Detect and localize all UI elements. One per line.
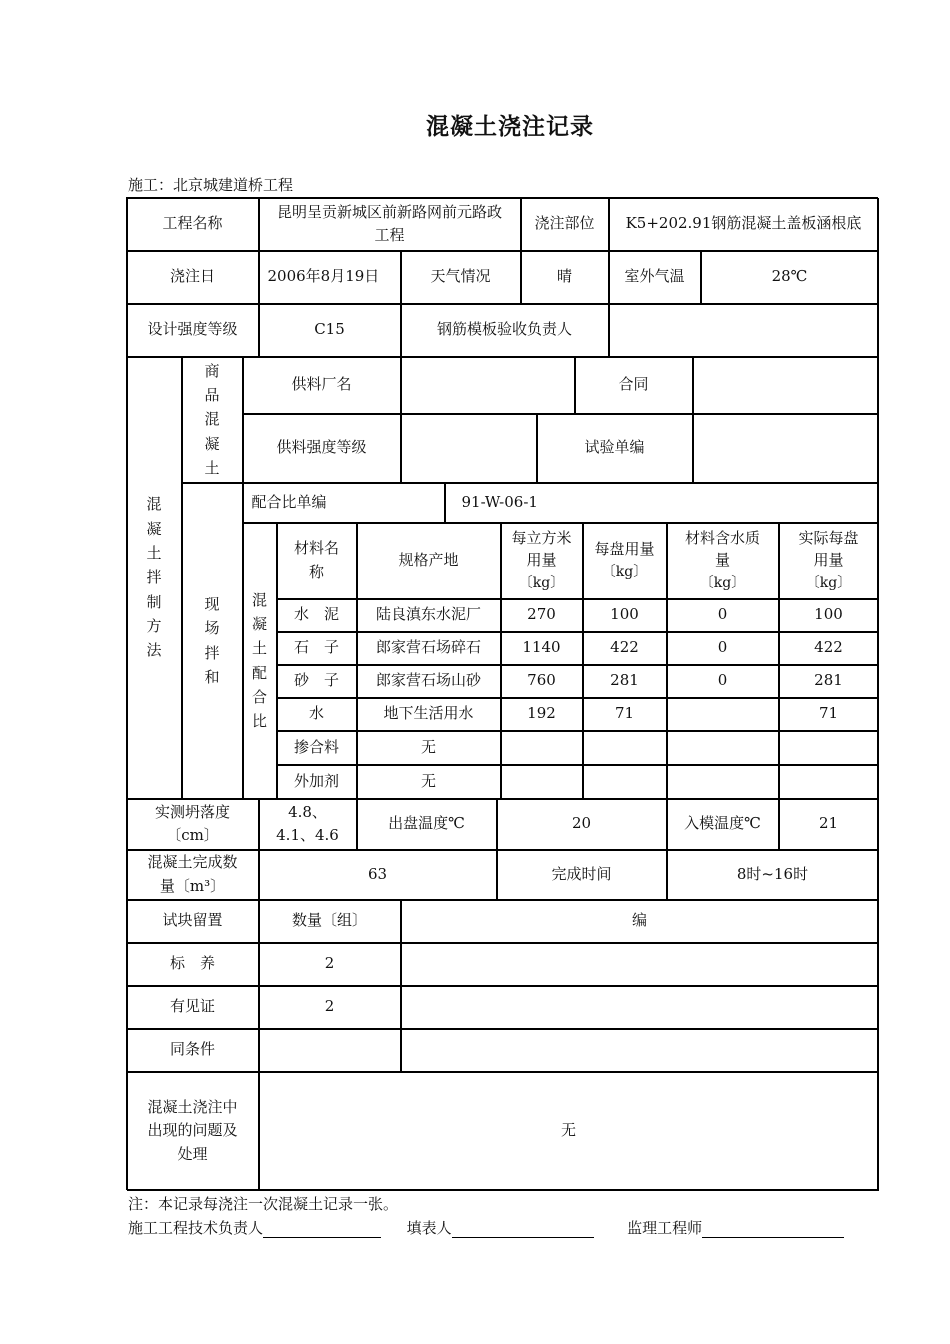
inspector-label: 钢筋模板验收负责人: [401, 304, 609, 357]
material-row-per-m3: 192: [501, 698, 583, 731]
mixing-method-label: 混凝土拌制方法: [127, 357, 182, 799]
specimen-label: 试块留置: [127, 900, 259, 943]
material-row-material: 石 子: [277, 632, 357, 665]
material-row-material: 外加剂: [277, 765, 357, 799]
filler-signature-line[interactable]: [452, 1221, 594, 1238]
material-row-spec: 地下生活用水: [357, 698, 501, 731]
header-spec: 规格产地: [357, 523, 501, 599]
material-row-moisture: [667, 698, 779, 731]
specimen-row-name: 有见证: [127, 986, 259, 1029]
page-title: 混凝土浇注记录: [426, 113, 594, 140]
header-actual: 实际每盘用量 〔kg〕: [779, 523, 879, 599]
mold-temp-label: 入模温度℃: [667, 799, 779, 850]
specimen-row-name: 同条件: [127, 1029, 259, 1072]
material-row-moisture: 0: [667, 632, 779, 665]
mold-temp-value: 21: [779, 799, 879, 850]
material-row-material: 水: [277, 698, 357, 731]
supervisor-signature-line[interactable]: [702, 1221, 844, 1238]
footer-note: 注：本记录每浇注一次混凝土记录一张。: [128, 1195, 399, 1213]
onsite-mixing-label: 现场拌和: [182, 483, 243, 799]
specimen-row-code: [401, 986, 879, 1029]
outdoor-temp-label: 室外气温: [609, 251, 701, 304]
material-row-per-batch: [583, 765, 667, 799]
material-row-spec: 无: [357, 765, 501, 799]
material-row-material: 掺合料: [277, 731, 357, 765]
header-moisture: 材料含水质量 〔kg〕: [667, 523, 779, 599]
mix-no-value: 91-W-06-1: [445, 483, 879, 523]
material-row-spec: 郎家营石场山砂: [357, 665, 501, 698]
inspector-value: [609, 304, 879, 357]
pour-date-value: 2006年8月19日: [259, 251, 401, 304]
issues-value: 无: [259, 1072, 879, 1191]
supply-grade-value: [401, 414, 537, 483]
specimen-code-label: 编: [401, 900, 879, 943]
tech-lead-label: 施工工程技术负责人: [128, 1219, 264, 1237]
project-name-label: 工程名称: [127, 198, 259, 251]
specimen-row-count: 2: [259, 943, 401, 986]
design-grade-label: 设计强度等级: [127, 304, 259, 357]
test-no-value: [693, 414, 879, 483]
footer-signatures: [128, 1217, 844, 1238]
material-row-per-m3: 760: [501, 665, 583, 698]
material-row-per-m3: 270: [501, 599, 583, 632]
pour-part-value: K5+202.91钢筋混凝土盖板涵根底: [609, 198, 879, 251]
material-row-per-batch: 422: [583, 632, 667, 665]
specimen-row-name: 标 养: [127, 943, 259, 986]
material-row-moisture: 0: [667, 599, 779, 632]
weather-label: 天气情况: [401, 251, 521, 304]
supplier-value: [401, 357, 575, 414]
slump-label: 实测坍落度〔cm〕: [127, 799, 259, 850]
out-temp-value: 20: [497, 799, 667, 850]
supplier-label: 供料厂名: [243, 357, 401, 414]
test-no-label: 试验单编: [537, 414, 693, 483]
material-row-actual: 281: [779, 665, 879, 698]
tech-lead-signature-line[interactable]: [263, 1221, 381, 1238]
specimen-row-count: 2: [259, 986, 401, 1029]
material-row-spec: 郎家营石场碎石: [357, 632, 501, 665]
out-temp-label: 出盘温度℃: [357, 799, 497, 850]
material-row-moisture: 0: [667, 665, 779, 698]
specimen-row-code: [401, 943, 879, 986]
contract-value: [693, 357, 879, 414]
record-table: [126, 197, 878, 1190]
design-grade-value: C15: [259, 304, 401, 357]
mix-ratio-label: 混凝土配合比: [243, 523, 277, 799]
material-row-material: 砂 子: [277, 665, 357, 698]
material-row-actual: 422: [779, 632, 879, 665]
volume-label: 混凝土完成数量〔m³〕: [127, 850, 259, 900]
material-row-actual: [779, 731, 879, 765]
contractor-line: 施工：北京城建道桥工程: [128, 176, 294, 194]
material-row-per-batch: 100: [583, 599, 667, 632]
weather-value: 晴: [521, 251, 609, 304]
material-row-actual: 71: [779, 698, 879, 731]
supervisor-label: 监理工程师: [627, 1219, 703, 1237]
issues-label: 混凝土浇注中出现的问题及处理: [127, 1072, 259, 1191]
material-row-spec: 陆良滇东水泥厂: [357, 599, 501, 632]
mix-no-label: 配合比单编: [243, 483, 445, 523]
material-row-per-m3: [501, 765, 583, 799]
slump-value: 4.8、4.1、4.6: [259, 799, 357, 850]
material-row-per-batch: 281: [583, 665, 667, 698]
material-row-actual: [779, 765, 879, 799]
material-row-per-m3: [501, 731, 583, 765]
specimen-count-label: 数量〔组〕: [259, 900, 401, 943]
specimen-row-count: [259, 1029, 401, 1072]
material-row-per-batch: [583, 731, 667, 765]
pour-date-label: 浇注日: [127, 251, 259, 304]
header-per-m3: 每立方米用量 〔kg〕: [501, 523, 583, 599]
material-row-actual: 100: [779, 599, 879, 632]
finish-time-value: 8时~16时: [667, 850, 879, 900]
outdoor-temp-value: 28℃: [701, 251, 879, 304]
header-per-batch: 每盘用量 〔kg〕: [583, 523, 667, 599]
project-name-value: 昆明呈贡新城区前新路网前元路政工程: [259, 198, 521, 251]
material-row-moisture: [667, 765, 779, 799]
finish-time-label: 完成时间: [497, 850, 667, 900]
header-material: 材料名称: [277, 523, 357, 599]
material-row-per-m3: 1140: [501, 632, 583, 665]
filler-label: 填表人: [406, 1219, 452, 1237]
material-row-per-batch: 71: [583, 698, 667, 731]
specimen-row-code: [401, 1029, 879, 1072]
material-row-moisture: [667, 731, 779, 765]
material-row-spec: 无: [357, 731, 501, 765]
volume-value: 63: [259, 850, 497, 900]
pour-part-label: 浇注部位: [521, 198, 609, 251]
material-row-material: 水 泥: [277, 599, 357, 632]
contract-label: 合同: [575, 357, 693, 414]
supply-grade-label: 供料强度等级: [243, 414, 401, 483]
commercial-concrete-label: 商品混凝土: [182, 357, 243, 483]
